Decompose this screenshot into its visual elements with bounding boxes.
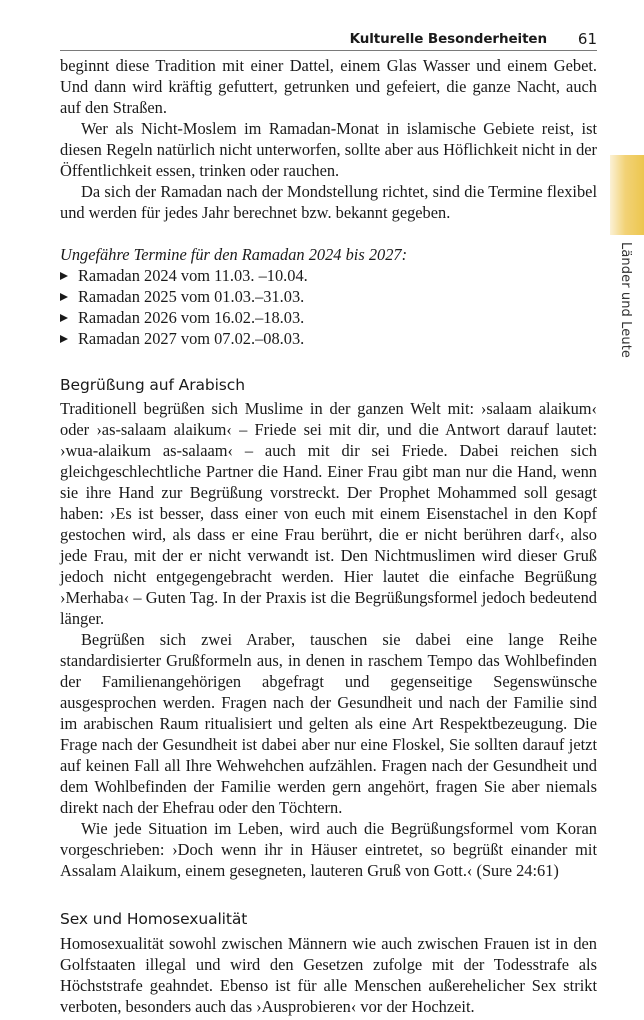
paragraph: Begrüßen sich zwei Araber, tauschen sie dabei eine lange Reihe standardisierter Grußformeln aus, in denen in raschem Tempo das Wohlbefinden der Familienangehörigen abgefragt und gegenseitige Segenswünsche ausgesprochen werden. Fragen nach der Gesundheit und nach der Familie sind im arabischen Raum ritualisiert und gelten als eine Art Respektbezeugung. Die Frage nach der Gesundheit ist dabei aber nur eine Floskel, Sie sollten darauf jetzt auf keinen Fall all Ihre Wehwehchen aufzählen. Fragen nach der Gesundheit und dem Wohlbefinden der Familie werden gern angehört, fragen Sie aber niemals direkt nach der Ehefrau oder den Töchtern.: [60, 630, 597, 817]
page-number: 61: [577, 30, 597, 48]
section-greeting: [60, 374, 597, 881]
running-title: Kulturelle Besonderheiten: [349, 31, 547, 47]
running-header: [60, 28, 597, 51]
section-heading: Begrüßung auf Arabisch: [60, 376, 245, 394]
paragraph: beginnt diese Tradition mit einer Dattel, einem Glas Wasser und einem Gebet. Und dann wird kräftig gefuttert, getrunken und gefeiert, die ganze Nacht, auch auf den Straßen.: [60, 56, 597, 117]
ramadan-dates-title: Ungefähre Termine für den Ramadan 2024 bis 2027:: [60, 245, 408, 264]
list-item: Ramadan 2026 vom 16.02.–18.03.: [60, 307, 597, 328]
paragraph: Da sich der Ramadan nach der Mondstellung richtet, sind die Termine flexibel und werden für jedes Jahr berechnet bzw. bekannt gegeben.: [60, 182, 597, 222]
list-item: Ramadan 2024 vom 11.03. –10.04.: [60, 265, 597, 286]
chapter-side-label: Länder und Leute: [618, 242, 633, 358]
ramadan-dates-list: [60, 265, 597, 349]
triangle-bullet-icon: [60, 314, 68, 322]
list-item: Ramadan 2027 vom 07.02.–08.03.: [60, 328, 597, 349]
paragraph: Traditionell begrüßen sich Muslime in der ganzen Welt mit: ›salaam alaikum‹ oder ›as-salaam alaikum‹ – Friede sei mit dir, und die Antwort darauf lautet: ›wua-alaikum as-salaam‹ – auch mit dir sei Friede. Dabei reichen sich gleichgeschlechtliche Partner die Hand. Einer Frau gibt man nur die Hand, wenn sie ihre Hand zur Begrüßung vorstreckt. Der Prophet Mohammed soll gesagt haben: ›Es ist besser, dass einer von euch mit einem Eisenstachel in den Kopf gestochen wird, als dass er eine Frau berührt, die er nicht berühren darf‹, also jede Frau, mit der er nicht verwandt ist. Den Nichtmuslimen wird dieser Gruß jedoch nicht entgegengebracht werden. Hier lautet die einfache Begrüßung ›Merhaba‹ – Guten Tag. In der Praxis ist die Begrüßungsformel jedoch bedeutend länger.: [60, 399, 597, 628]
list-item: Ramadan 2025 vom 01.03.–31.03.: [60, 286, 597, 307]
triangle-bullet-icon: [60, 293, 68, 301]
paragraph: Homosexualität sowohl zwischen Männern wie auch zwischen Frauen ist in den Golfstaaten illegal und wird den Gesetzen zufolge mit der Todesstrafe als Höchststrafe geahndet. Ebenso ist für alle Menschen außerehelicher Sex strikt verboten, besonders auch das ›Ausprobieren‹ vor der Hochzeit.: [60, 934, 597, 1016]
intro-text: [60, 55, 597, 223]
triangle-bullet-icon: [60, 272, 68, 280]
chapter-thumb-tab: [610, 155, 644, 235]
section-heading: Sex und Homosexualität: [60, 910, 248, 928]
ramadan-dates-block: [60, 244, 597, 349]
section-sex: [60, 908, 597, 1017]
paragraph: Wie jede Situation im Leben, wird auch die Begrüßungsformel vom Koran vorgeschrieben: ›Doch wenn ihr in Häuser eintretet, so begrüßt einander mit Assalam Alaikum, einem gesegneten, lauteren Gruß von Gott.‹ (Sure 24:61): [60, 819, 597, 880]
triangle-bullet-icon: [60, 335, 68, 343]
page-body: [60, 55, 597, 1017]
paragraph: Wer als Nicht-Moslem im Ramadan-Monat in islamische Gebiete reist, ist diesen Regeln natürlich nicht unterworfen, sollte aber aus Höflichkeit nicht in der Öffentlichkeit essen, trinken oder rauchen.: [60, 119, 597, 180]
